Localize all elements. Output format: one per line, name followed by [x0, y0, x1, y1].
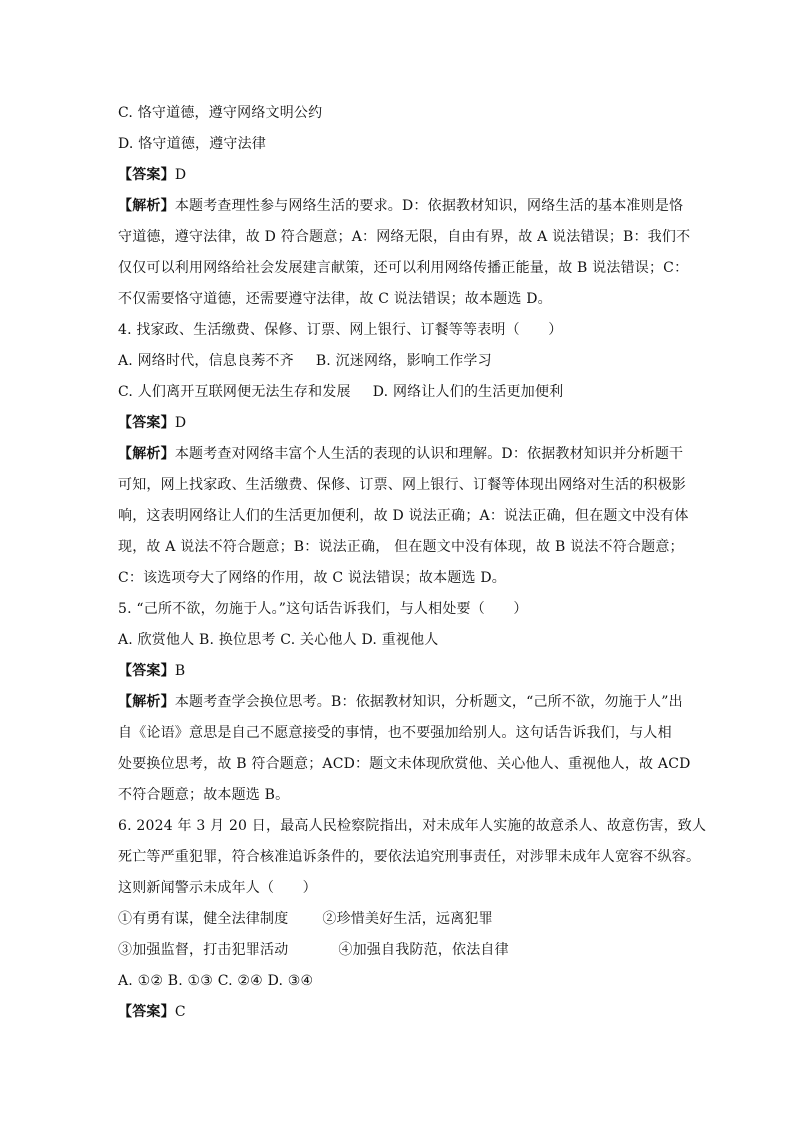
q4-stem: 4. 找家政、生活缴费、保修、订票、网上银行、订餐等等表明（ ） [118, 322, 563, 338]
q6-answer [118, 997, 684, 1028]
q5-answer [118, 656, 684, 687]
q3-analysis-line: 守道德，遵守法律，故 D 符合题意；A：网络无限，自由有界，故 A 说法错误；B：我们不 [118, 229, 691, 245]
q3-analysis-line: 不仅需要恪守道德，还需要遵守法律，故 C 说法错误；故本题选 D。 [118, 291, 552, 307]
answer-label: 【答案】 [118, 167, 175, 183]
q3-analysis-line: 仅仅可以利用网络给社会发展建言献策，还可以利用网络传播正能量，故 B 说法错误；C： [118, 260, 689, 276]
q5-analysis-line: 不符合题意；故本题选 B。 [118, 787, 290, 803]
answer-value: C [174, 1004, 186, 1020]
q4-analysis-line: 现，故 A 说法不符合题意；B：说法正确， 但在题文中没有体现，故 B 说法不符合题意； [118, 539, 684, 555]
analysis-label: 【解析】 [118, 694, 175, 710]
q6-item-1: ①有勇有谋，健全法律制度 [118, 911, 289, 927]
answer-label: 【答案】 [118, 415, 175, 431]
q4-answer [118, 408, 684, 439]
q4-option-d: D. 网络让人们的生活更加便利 [372, 384, 564, 400]
answer-label: 【答案】 [118, 1004, 175, 1020]
answer-value: B [174, 663, 186, 679]
q4-option-a: A. 网络时代，信息良莠不齐 [118, 353, 294, 369]
q6-items-row-2 [118, 935, 684, 966]
q4-options-row-2 [118, 377, 684, 408]
q6-stem-line: 6. 2024 年 3 月 20 日，最高人民检察院指出，对未成年人实施的故意杀人、故意伤害，致人 [118, 818, 707, 834]
answer-label: 【答案】 [118, 663, 175, 679]
q4-analysis-line: 【解析】本题考查对网络丰富个人生活的表现的认识和理解。D：依据教材知识并分析题干 [118, 446, 684, 462]
answer-value: D [174, 167, 187, 183]
q6-stem-line: 死亡等严重犯罪，符合核准追诉条件的，要依法追究刑事责任，对涉罪未成年人宽容不纵容。 [118, 849, 701, 865]
analysis-label: 【解析】 [118, 446, 175, 462]
analysis-label: 【解析】 [118, 198, 175, 214]
q5-analysis-line: 处要换位思考，故 B 符合题意；ACD：题文未体现欣赏他、关心他人、重视他人，故 ACD [118, 756, 691, 772]
q4-option-b: B. 沉迷网络，影响工作学习 [315, 353, 492, 369]
q3-answer [118, 160, 684, 191]
q6-item-3: ③加强监督，打击犯罪活动 [118, 942, 289, 958]
document-page [118, 98, 707, 1028]
q6-options: A. ①② B. ①③ C. ②④ D. ③④ [118, 973, 314, 989]
q5-analysis-line: 【解析】本题考查学会换位思考。B：依据教材知识，分析题文，“己所不欲，勿施于人”出 [118, 694, 683, 710]
q6-item-4: ④加强自我防范，依法自律 [338, 942, 509, 958]
q4-analysis-line: 可知，网上找家政、生活缴费、保修、订票、网上银行、订餐等体现出网络对生活的积极影 [118, 477, 686, 493]
q5-analysis-line: 自《论语》意思是自己不愿意接受的事情，也不要强加给别人。这句话告诉我们，与人相 [118, 725, 672, 741]
q3-analysis-line: 【解析】本题考查理性参与网络生活的要求。D：依据教材知识，网络生活的基本准则是恪 [118, 198, 684, 214]
q4-options-row-1 [118, 346, 684, 377]
q3-option-d: D. 恪守道德，遵守法律 [118, 136, 267, 152]
q5-options: A. 欣赏他人 B. 换位思考 C. 关心他人 D. 重视他人 [118, 632, 439, 648]
q4-analysis-line: C：该选项夸大了网络的作用，故 C 说法错误；故本题选 D。 [118, 570, 506, 586]
answer-value: D [174, 415, 187, 431]
q3-option-c: C. 恪守道德，遵守网络文明公约 [118, 105, 323, 121]
q4-analysis-line: 响，这表明网络让人们的生活更加便利，故 D 说法正确；A：说法正确，但在题文中没有体 [118, 508, 689, 524]
q6-items-row-1 [118, 904, 684, 935]
q6-item-2: ②珍惜美好生活，远离犯罪 [322, 911, 493, 927]
q5-stem: 5. “己所不欲，勿施于人。”这句话告诉我们，与人相处要（ ） [118, 601, 528, 617]
q6-stem-line: 这则新闻警示未成年人（ ） [118, 880, 317, 896]
q4-option-c: C. 人们离开互联网便无法生存和发展 [118, 384, 351, 400]
